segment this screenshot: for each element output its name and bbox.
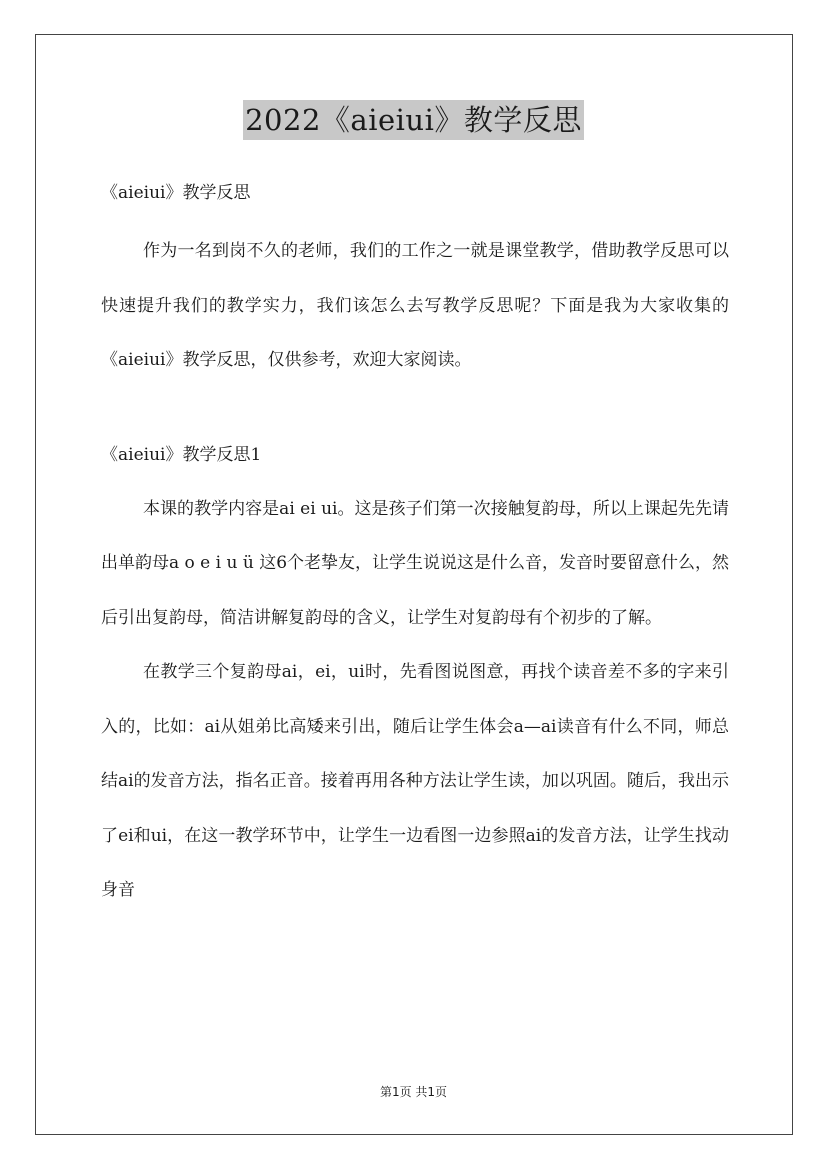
subtitle: 《aieiui》教学反思 bbox=[101, 183, 251, 203]
section-paragraph-1: 本课的教学内容是ai ei ui。这是孩子们第一次接触复韵母，所以上课起先先请出单韵母a o e i u ü 这6个老挚友，让学生说说这是什么音，发音时要留意什么，然后引出复韵母，简洁讲解复韵母的含义，让学生对复韵母有个初步的了解。 bbox=[101, 498, 730, 628]
spacer bbox=[101, 388, 729, 434]
document-body bbox=[101, 172, 729, 918]
intro-paragraph: 作为一名到岗不久的老师，我们的工作之一就是课堂教学，借助教学反思可以快速提升我们的教学实力，我们该怎么去写教学反思呢？下面是我为大家收集的《aieiui》教学反思，仅供参考，欢迎大家阅读。 bbox=[101, 241, 729, 370]
title-container bbox=[0, 100, 827, 140]
page-footer: 第1页 共1页 bbox=[379, 1085, 448, 1099]
section-paragraph-2: 在教学三个复韵母ai，ei，ui时，先看图说图意，再找个读音差不多的字来引入的，比如：ai从姐弟比高矮来引出，随后让学生体会a—ai读音有什么不同，师总结ai的发音方法，指名正音。接着再用各种方法让学生读，加以巩固。随后，我出示了ei和ui，在这一教学环节中，让学生一边看图一边参照ai的发音方法，让学生找动身音 bbox=[101, 662, 729, 900]
document-title: 2022《aieiui》教学反思 bbox=[243, 100, 584, 140]
section-heading: 《aieiui》教学反思1 bbox=[101, 444, 262, 465]
